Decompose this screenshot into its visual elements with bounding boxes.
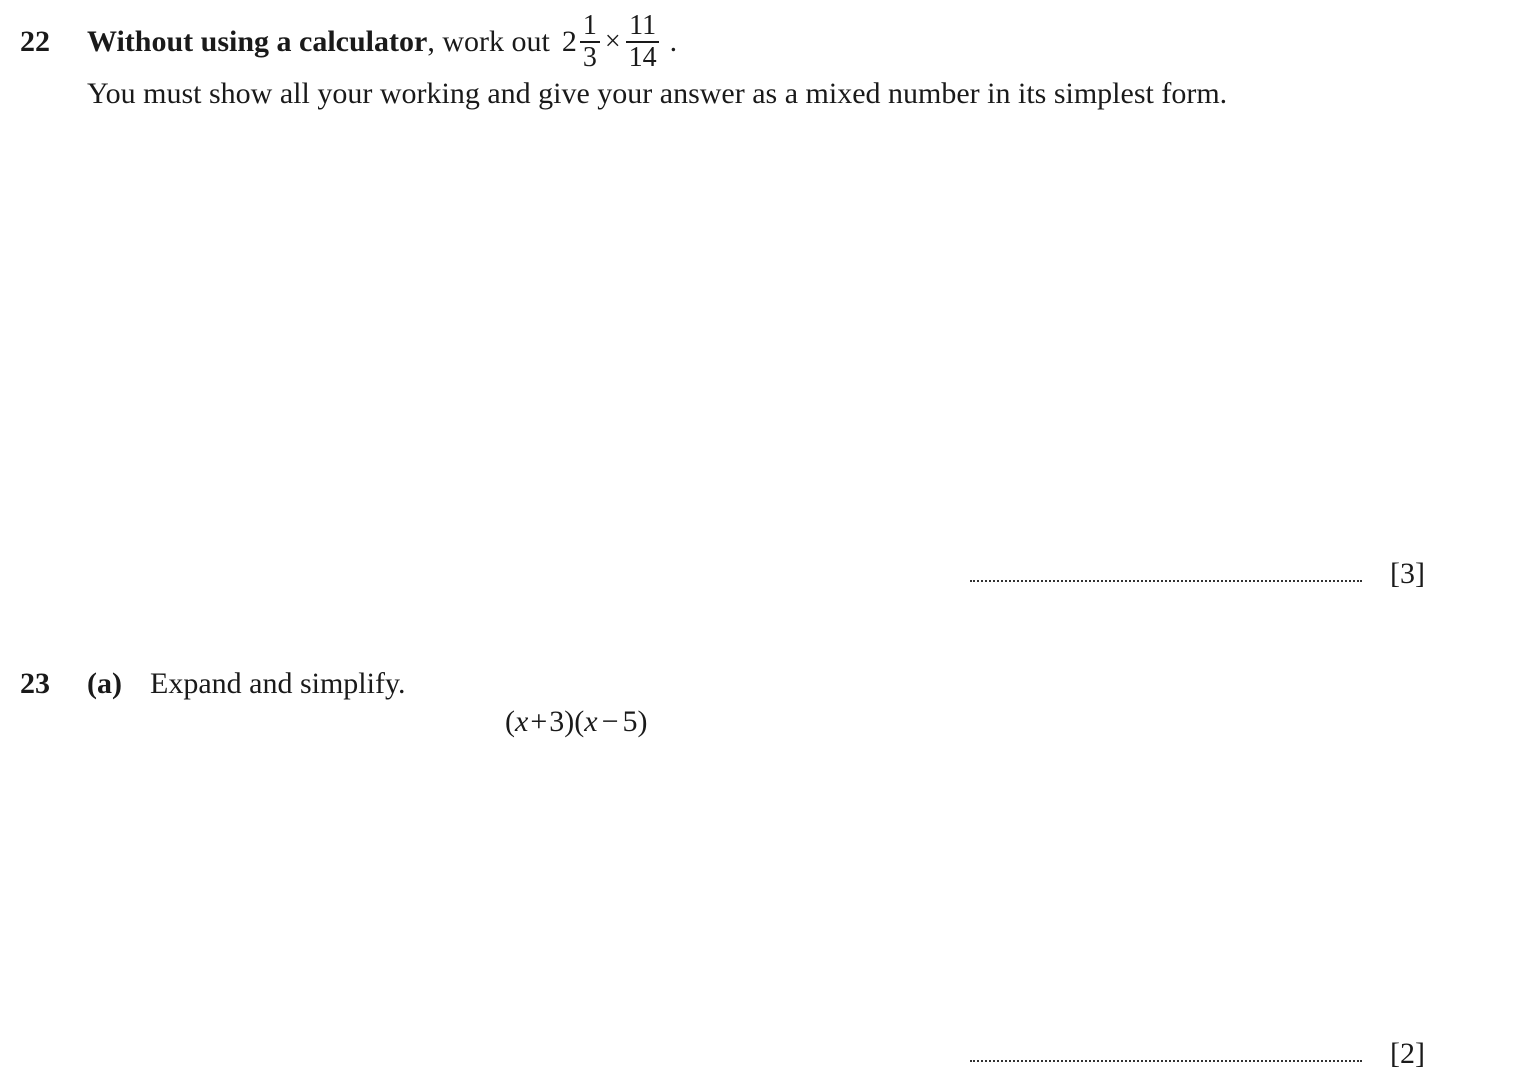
question-number-23: 23 bbox=[20, 667, 50, 700]
expr-term-5: 5) bbox=[622, 705, 648, 738]
fraction-2-denominator: 14 bbox=[628, 42, 657, 73]
part-label-a: (a) bbox=[87, 667, 122, 700]
fraction-eleven-fourteenths bbox=[626, 12, 660, 72]
expr-open-paren-2: ( bbox=[574, 705, 585, 738]
fraction-1-numerator: 1 bbox=[580, 12, 600, 43]
question-22-line-1 bbox=[87, 12, 677, 72]
marks-22: [3] bbox=[1390, 557, 1425, 590]
mixed-number-whole: 2 bbox=[561, 25, 577, 58]
question-number-22: 22 bbox=[20, 25, 50, 58]
expr-term-3: 3) bbox=[549, 705, 575, 738]
fraction-1-denominator: 3 bbox=[582, 42, 597, 73]
fraction-one-third bbox=[580, 12, 600, 72]
times-sign: × bbox=[604, 26, 621, 57]
answer-line-22[interactable] bbox=[970, 580, 1362, 582]
question-22-line-2: You must show all your working and give your answer as a mixed number in its simplest form. bbox=[87, 77, 1228, 110]
expression-to-expand bbox=[505, 704, 648, 740]
question-22-instruction-bold: Without using a calculator bbox=[87, 25, 428, 58]
marks-23a: [2] bbox=[1390, 1037, 1425, 1070]
fraction-2-numerator: 11 bbox=[626, 12, 659, 43]
expr-plus-sign: + bbox=[530, 705, 548, 738]
part-a-instruction: Expand and simplify. bbox=[150, 667, 406, 700]
expr-open-paren-1: ( bbox=[505, 705, 515, 738]
expr-minus-sign: − bbox=[601, 705, 619, 738]
expr-variable-x-2: x bbox=[584, 705, 598, 738]
question-22-instruction-rest: , work out bbox=[427, 25, 550, 58]
expr-variable-x-1: x bbox=[515, 705, 529, 738]
answer-line-23a[interactable] bbox=[970, 1060, 1362, 1062]
end-period: . bbox=[669, 25, 678, 58]
